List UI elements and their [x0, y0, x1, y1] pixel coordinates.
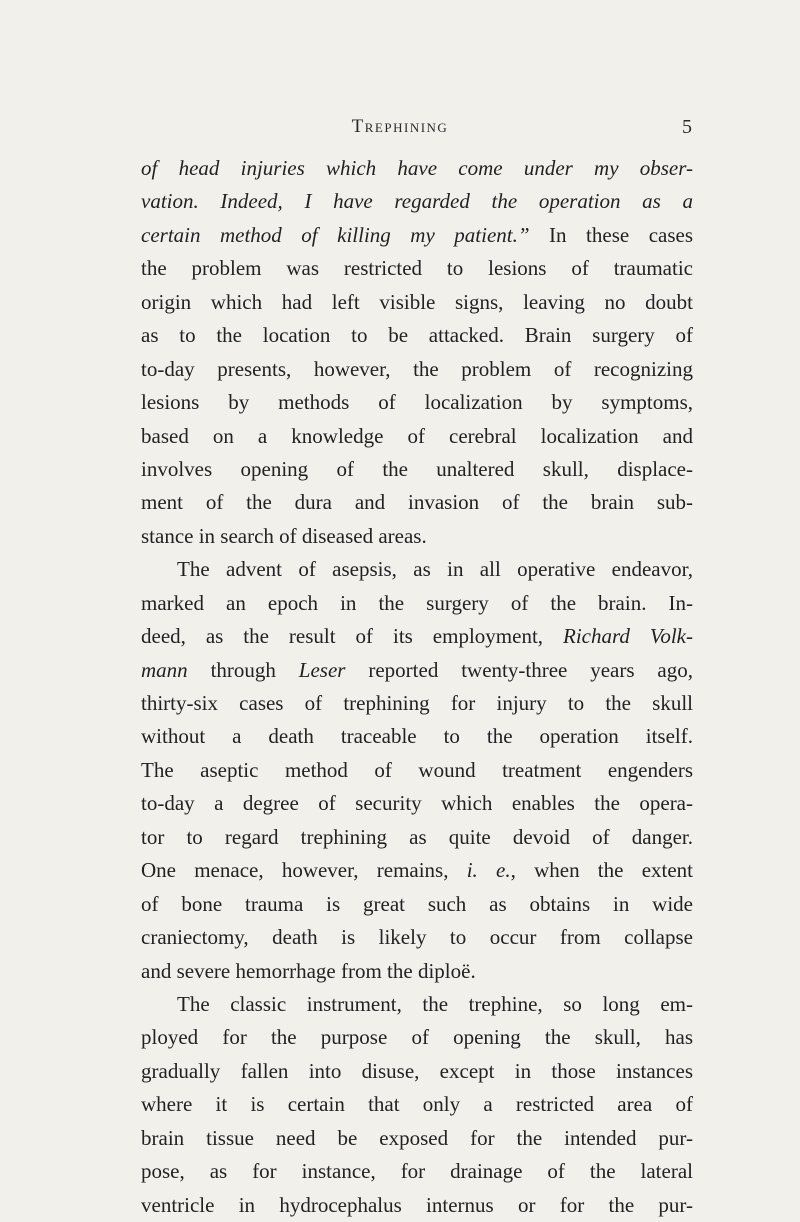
text-segment: deed, as the result of its employment,	[141, 624, 563, 649]
text-segment: The classic instrument, the trephine, so long em-	[177, 991, 693, 1016]
text-line	[141, 854, 693, 887]
text-segment: The advent of asepsis, as in all operative endeavor,	[177, 557, 693, 582]
text-line	[141, 587, 693, 620]
text-line	[141, 888, 693, 921]
text-segment: the problem was restricted to lesions of traumatic	[141, 256, 693, 281]
italic-text: certain method of killing my patient.”	[141, 222, 530, 247]
text-line	[141, 252, 693, 285]
page-number: 5	[682, 116, 692, 138]
italic-text: i. e.	[466, 858, 511, 883]
text-segment: ment of the dura and invasion of the brain sub-	[141, 490, 693, 515]
text-segment: origin which had left visible signs, leaving no doubt	[141, 289, 693, 314]
text-line	[141, 520, 693, 553]
text-line	[141, 553, 693, 586]
text-segment: ventricle in hydrocephalus internus or for the pur-	[141, 1192, 693, 1217]
text-segment: In these cases	[529, 222, 693, 247]
text-segment: as to the location to be attacked. Brain surgery of	[141, 323, 693, 348]
text-segment: and severe hemorrhage from the diploë.	[141, 958, 476, 983]
text-line	[141, 720, 693, 753]
text-line	[141, 1088, 693, 1121]
text-line	[141, 921, 693, 954]
running-head	[0, 116, 800, 146]
text-line	[141, 988, 693, 1021]
text-segment: pose, as for instance, for drainage of the lateral	[141, 1159, 693, 1184]
text-segment: to-day presents, however, the problem of recognizing	[141, 356, 693, 381]
text-line	[141, 787, 693, 820]
text-line	[141, 152, 693, 185]
text-segment: gradually fallen into disuse, except in those instances	[141, 1058, 693, 1083]
text-line	[141, 286, 693, 319]
text-segment: of bone trauma is great such as obtains in wide	[141, 891, 693, 916]
text-line	[141, 620, 693, 653]
text-segment: to-day a degree of security which enables the opera-	[141, 791, 693, 816]
italic-text: vation. Indeed, I have regarded the operation as a	[141, 189, 693, 214]
body-text	[141, 152, 693, 1222]
text-segment: reported twenty-three years ago,	[345, 657, 693, 682]
text-segment: based on a knowledge of cerebral localization and	[141, 423, 693, 448]
text-line	[141, 453, 693, 486]
text-segment: where it is certain that only a restricted area of	[141, 1092, 693, 1117]
italic-text: Leser	[298, 657, 346, 682]
text-segment: One menace, however, remains,	[141, 858, 467, 883]
running-head-title: Trephining	[351, 116, 449, 137]
text-segment: marked an epoch in the surgery of the brain. In-	[141, 590, 693, 615]
text-line	[141, 1122, 693, 1155]
text-segment: tor to regard trephining as quite devoid of danger.	[141, 824, 693, 849]
text-line	[141, 1189, 693, 1222]
italic-text: Richard Volk-	[563, 624, 693, 649]
text-segment: ployed for the purpose of opening the skull, has	[141, 1025, 693, 1050]
text-segment: , when the extent	[510, 858, 694, 883]
text-line	[141, 319, 693, 352]
text-line	[141, 687, 693, 720]
text-line	[141, 353, 693, 386]
text-line	[141, 654, 693, 687]
text-line	[141, 821, 693, 854]
text-line	[141, 1155, 693, 1188]
text-segment: without a death traceable to the operation itself.	[141, 724, 693, 749]
text-line	[141, 219, 693, 252]
text-segment: The aseptic method of wound treatment engenders	[141, 757, 693, 782]
text-line	[141, 1021, 693, 1054]
text-segment: craniectomy, death is likely to occur from collapse	[141, 925, 693, 950]
text-line	[141, 420, 693, 453]
text-line	[141, 955, 693, 988]
text-line	[141, 486, 693, 519]
text-line	[141, 386, 693, 419]
text-segment: involves opening of the unaltered skull, displace-	[141, 456, 693, 481]
text-segment: brain tissue need be exposed for the intended pur-	[141, 1125, 693, 1150]
text-segment: lesions by methods of localization by symptoms,	[141, 390, 693, 415]
italic-text: of head injuries which have come under my obser-	[141, 156, 693, 180]
text-segment: through	[187, 657, 299, 682]
text-line	[141, 1055, 693, 1088]
italic-text: mann	[141, 657, 188, 682]
text-segment: stance in search of diseased areas.	[141, 523, 427, 548]
text-segment: thirty-six cases of trephining for injury to the skull	[141, 691, 693, 715]
text-line	[141, 754, 693, 787]
text-line	[141, 185, 693, 218]
